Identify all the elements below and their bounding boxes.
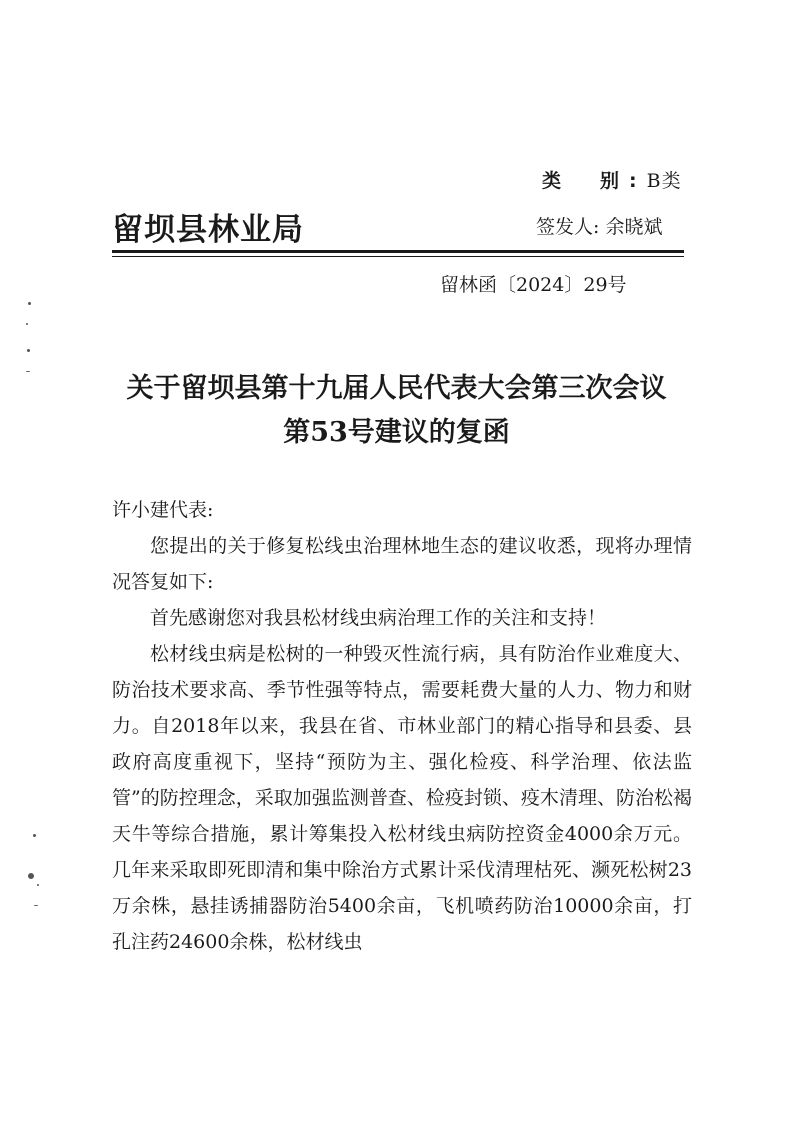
scan-mark — [26, 323, 28, 325]
scan-mark — [37, 884, 39, 886]
header-rule-thick — [112, 250, 684, 253]
scan-mark — [26, 371, 30, 372]
category-label: 类 别: — [542, 170, 647, 192]
scan-mark — [28, 873, 34, 879]
header-rule-thin — [112, 256, 684, 257]
category-line — [542, 166, 682, 193]
document-number: 留林函〔2024〕29号 — [440, 274, 627, 296]
title-line-1: 关于留坝县第十九届人民代表大会第三次会议 — [126, 373, 667, 404]
document-title — [90, 367, 703, 455]
category-value: B类 — [646, 170, 682, 192]
salutation: 许小建代表: — [112, 499, 214, 521]
signer-label: 签发人: — [536, 216, 600, 238]
scan-mark — [33, 834, 36, 837]
title-line-2: 第53号建议的复函 — [283, 417, 510, 448]
scan-mark — [28, 302, 31, 305]
document-body — [112, 492, 692, 960]
issuing-organization: 留坝县林业局 — [112, 212, 304, 248]
scan-mark — [34, 905, 38, 906]
signer-line — [536, 212, 662, 239]
body-paragraph: 松材线虫病是松树的一种毁灭性流行病，具有防治作业难度大、防治技术要求高、季节性强等特点，需要耗费大量的人力、物力和财力。自2018年以来，我县在省、市林业部门的精心指导和县委、县政府高度重视下，坚持“预防为主、强化检疫、科学治理、依法监管”的防控理念，采取加强监测普查、检疫封锁、疫木清理、防治松褐天牛等综合措施，累计筹集投入松材线虫病防控资金4000余万元。几年来采取即死即清和集中除治方式累计采伐清理枯死、濒死松树23万余株，悬挂诱捕器防治5400余亩，飞机喷药防治10000余亩，打孔注药24600余株，松材线虫 — [112, 643, 692, 953]
signer-name: 余晓斌 — [605, 216, 663, 238]
body-paragraph: 首先感谢您对我县松材线虫病治理工作的关注和支持！ — [150, 607, 607, 629]
scan-mark — [27, 349, 30, 352]
body-paragraph: 您提出的关于修复松线虫治理林地生态的建议收悉，现将办理情况答复如下: — [112, 535, 692, 593]
